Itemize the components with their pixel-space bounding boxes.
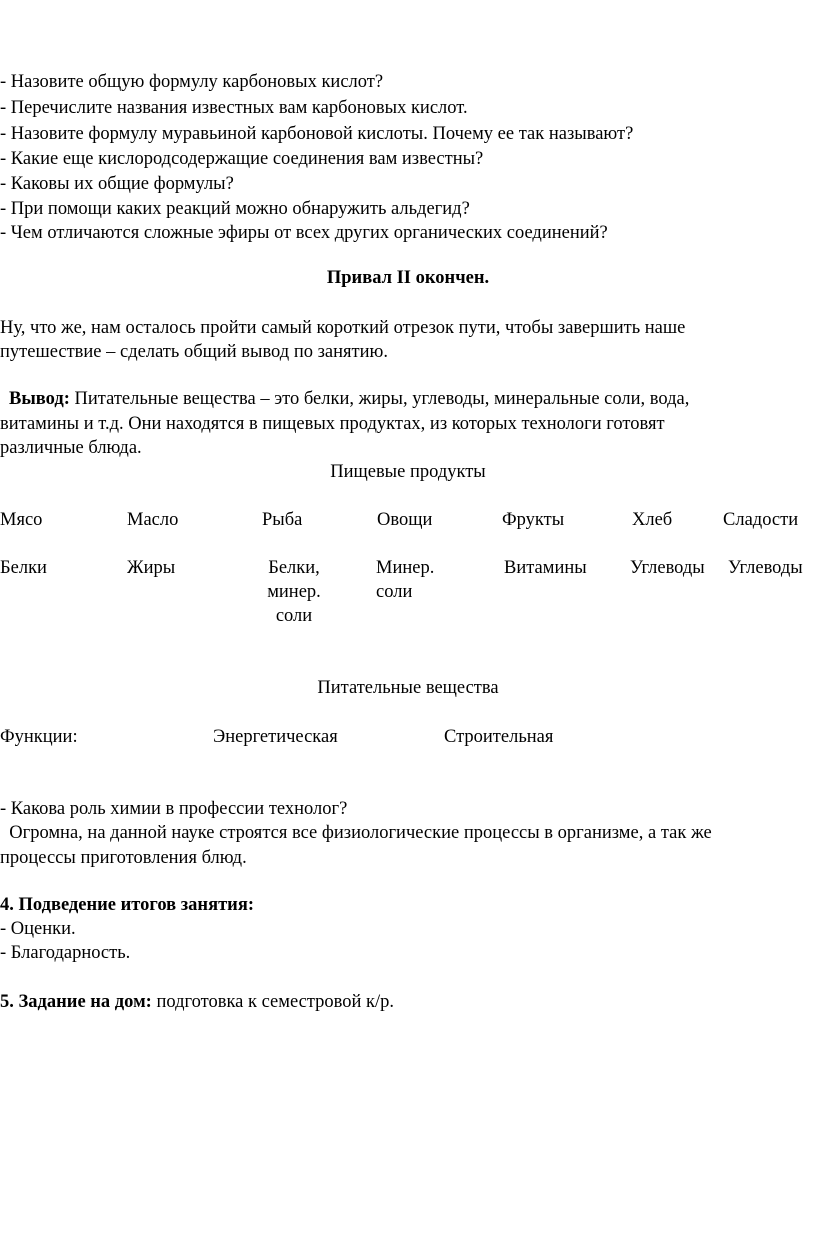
chem-answer-line-2: процессы приготовления блюд. — [0, 848, 247, 868]
question-7: - Чем отличаются сложные эфиры от всех других органических соединений? — [0, 223, 608, 243]
nutrient-fruits: Витамины — [504, 558, 587, 578]
conclusion-line-1 — [9, 387, 689, 411]
question-6: - При помощи каких реакций можно обнаружить альдегид? — [0, 199, 470, 219]
homework-line — [0, 990, 394, 1014]
chem-answer-line-1: Огромна, на данной науке строятся все физиологические процессы в организме, а так же — [0, 823, 712, 843]
chem-question: - Какова роль химии в профессии технолог? — [0, 799, 348, 819]
intro-line-2: путешествие – сделать общий вывод по занятию. — [0, 342, 388, 362]
nutrients-heading: Питательные вещества — [317, 678, 499, 698]
function-energy: Энергетическая — [213, 727, 338, 747]
question-1: - Назовите общую формулу карбоновых кислот? — [0, 72, 384, 92]
product-fruits: Фрукты — [502, 510, 565, 530]
summary-item-thanks: - Благодарность. — [0, 943, 131, 963]
conclusion-text-1: Питательные вещества – это белки, жиры, углеводы, минеральные соли, вода, — [69, 389, 690, 409]
homework-label: 5. Задание на дом: — [0, 992, 152, 1012]
nutrient-sweets: Углеводы — [728, 558, 803, 578]
homework-text: подготовка к семестровой к/р. — [151, 992, 395, 1012]
product-meat: Мясо — [0, 510, 43, 530]
question-4: - Какие еще кислородсодержащие соединения вам известны? — [0, 149, 484, 169]
product-vegetables: Овощи — [377, 510, 433, 530]
nutrient-vegetables — [376, 556, 434, 604]
nutrient-veg-line-1: Минер. — [376, 558, 435, 578]
nutrient-fish-line-2: минер. — [267, 582, 321, 602]
product-oil: Масло — [127, 510, 179, 530]
conclusion-line-3: различные блюда. — [0, 438, 142, 458]
section-end-heading: Привал II окончен. — [326, 268, 490, 288]
product-bread: Хлеб — [632, 510, 673, 530]
products-heading: Пищевые продукты — [330, 462, 486, 482]
functions-label: Функции: — [0, 727, 78, 747]
nutrient-bread: Углеводы — [630, 558, 705, 578]
nutrient-oil: Жиры — [127, 558, 176, 578]
conclusion-label: Вывод: — [9, 389, 70, 409]
question-5: - Каковы их общие формулы? — [0, 174, 234, 194]
conclusion-line-2: витамины и т.д. Они находятся в пищевых продуктах, из которых технологи готовят — [0, 414, 665, 434]
nutrient-veg-line-2: соли — [376, 582, 413, 602]
nutrient-fish-line-1: Белки, — [268, 558, 320, 578]
product-sweets: Сладости — [723, 510, 799, 530]
summary-heading: 4. Подведение итогов занятия: — [0, 895, 255, 915]
function-building: Строительная — [444, 727, 554, 747]
nutrient-meat: Белки — [0, 558, 47, 578]
summary-item-grades: - Оценки. — [0, 919, 76, 939]
intro-line-1: Ну, что же, нам осталось пройти самый короткий отрезок пути, чтобы завершить наше — [0, 318, 686, 338]
nutrient-fish-line-3: соли — [275, 606, 313, 626]
product-fish: Рыба — [262, 510, 303, 530]
question-3: - Назовите формулу муравьиной карбоновой кислоты. Почему ее так называют? — [0, 124, 634, 144]
nutrient-fish — [252, 556, 336, 628]
question-2: - Перечислите названия известных вам карбоновых кислот. — [0, 98, 468, 118]
